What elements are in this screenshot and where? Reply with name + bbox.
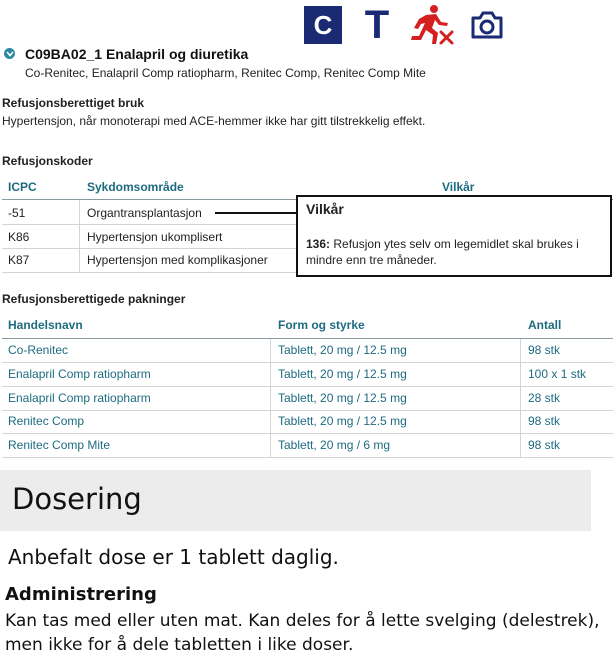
handelsnavn-cell: Renitec Comp bbox=[8, 414, 85, 428]
dosering-header bbox=[0, 470, 591, 531]
icpc-cell: -51 bbox=[8, 206, 26, 220]
col-handelsnavn: Handelsnavn bbox=[8, 318, 83, 332]
handelsnavn-cell: Co-Renitec bbox=[8, 343, 69, 357]
omrade-cell: Organtransplantasjon bbox=[87, 206, 202, 220]
col-sykdomsomrade: Sykdomsområde bbox=[87, 180, 184, 194]
administrering-heading: Administrering bbox=[5, 584, 157, 605]
antall-cell: 98 stk bbox=[528, 414, 561, 428]
divider bbox=[2, 338, 613, 339]
doping-runner-icon[interactable] bbox=[408, 6, 456, 44]
col-antall: Antall bbox=[528, 318, 562, 332]
camera-icon[interactable] bbox=[468, 6, 506, 44]
anbefalt-dose-text: Anbefalt dose er 1 tablett daglig. bbox=[8, 545, 339, 569]
form-cell: Tablett, 20 mg / 12.5 mg bbox=[278, 414, 407, 428]
atc-products: Co-Renitec, Enalapril Comp ratiopharm, Renitec Comp, Renitec Comp Mite bbox=[25, 66, 426, 80]
antall-cell: 100 x 1 stk bbox=[528, 367, 587, 381]
administrering-text: Kan tas med eller uten mat. Kan deles for å lette svelging (delestrek), men ikke for å dele tabletten i like doser. bbox=[5, 611, 600, 655]
form-cell: Tablett, 20 mg / 12.5 mg bbox=[278, 391, 407, 405]
omrade-cell: Hypertensjon med komplikasjoner bbox=[87, 253, 268, 267]
col-icpc: ICPC bbox=[8, 180, 37, 194]
t-icon[interactable] bbox=[358, 2, 396, 47]
refusjon-bruk-text: Hypertensjon, når monoterapi med ACE-hemmer ikke har gitt tilstrekkelig effekt. bbox=[2, 114, 426, 128]
icpc-cell: K87 bbox=[8, 253, 30, 267]
c-icon-letter: C bbox=[313, 9, 333, 40]
divider bbox=[2, 410, 613, 411]
vilkar-number: 136: bbox=[306, 237, 331, 251]
c-icon[interactable] bbox=[304, 6, 342, 44]
col-vilkar: Vilkår bbox=[442, 180, 475, 194]
antall-cell: 98 stk bbox=[528, 438, 561, 452]
column-divider bbox=[520, 339, 521, 457]
divider bbox=[2, 272, 296, 273]
col-form-styrke: Form og styrke bbox=[278, 318, 365, 332]
divider bbox=[2, 362, 613, 363]
t-icon-letter: T bbox=[364, 2, 390, 47]
vilkar-description: Refusjon ytes selv om legemidlet skal brukes i mindre enn tre måneder. bbox=[306, 237, 579, 267]
handelsnavn-cell: Renitec Comp Mite bbox=[8, 438, 111, 452]
vilkar-popup-title: Vilkår bbox=[306, 201, 344, 217]
pakninger-heading: Refusjonsberettigede pakninger bbox=[2, 292, 186, 306]
form-cell: Tablett, 20 mg / 12.5 mg bbox=[278, 367, 407, 381]
handelsnavn-cell: Enalapril Comp ratiopharm bbox=[8, 367, 151, 381]
vilkar-popup-text bbox=[306, 236, 606, 268]
handelsnavn-cell: Enalapril Comp ratiopharm bbox=[8, 391, 151, 405]
icpc-cell: K86 bbox=[8, 230, 30, 244]
popup-connector bbox=[215, 212, 296, 214]
antall-cell: 98 stk bbox=[528, 343, 561, 357]
refusjonskoder-heading: Refusjonskoder bbox=[2, 154, 93, 168]
column-divider bbox=[79, 200, 80, 272]
vilkar-popup bbox=[296, 195, 612, 277]
antall-cell: 28 stk bbox=[528, 391, 561, 405]
form-cell: Tablett, 20 mg / 6 mg bbox=[278, 438, 391, 452]
omrade-cell: Hypertensjon ukomplisert bbox=[87, 230, 223, 244]
divider bbox=[2, 433, 613, 434]
atc-title[interactable]: C09BA02_1 Enalapril og diuretika bbox=[25, 46, 249, 62]
form-cell: Tablett, 20 mg / 12.5 mg bbox=[278, 343, 407, 357]
divider bbox=[2, 248, 296, 249]
divider bbox=[2, 224, 296, 225]
divider bbox=[2, 386, 613, 387]
dosering-title: Dosering bbox=[12, 482, 142, 516]
column-divider bbox=[270, 339, 271, 457]
refusjon-bruk-heading: Refusjonsberettiget bruk bbox=[2, 96, 145, 110]
chevron-down-icon[interactable] bbox=[4, 48, 15, 59]
divider bbox=[2, 457, 613, 458]
